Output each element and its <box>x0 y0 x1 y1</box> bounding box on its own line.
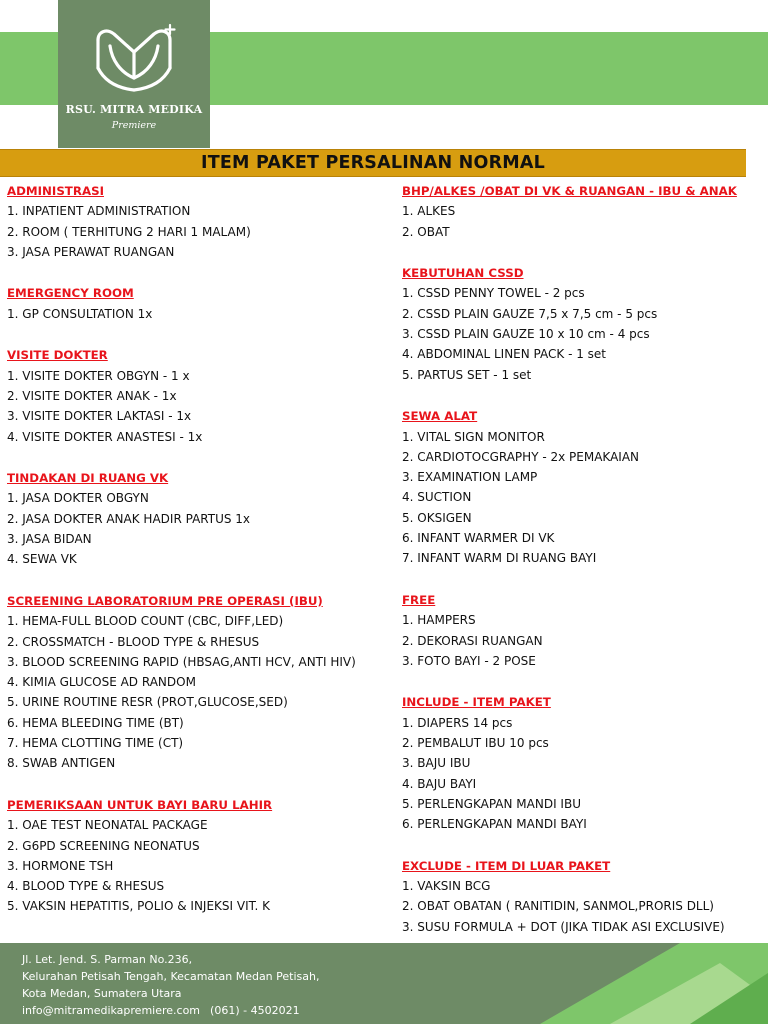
list-item: 3. JASA PERAWAT RUANGAN <box>7 244 175 259</box>
list-item: 3. CSSD PLAIN GAUZE 10 x 10 cm - 4 pcs <box>402 327 650 342</box>
list-item: 3. FOTO BAYI - 2 POSE <box>402 653 536 668</box>
section-heading: EMERGENCY ROOM <box>7 286 134 301</box>
list-item: 5. URINE ROUTINE RESR (PROT,GLUCOSE,SED) <box>7 695 288 710</box>
list-item: 3. VISITE DOKTER LAKTASI - 1x <box>7 409 192 424</box>
list-item: 7. HEMA CLOTTING TIME (CT) <box>7 736 184 751</box>
section-free <box>402 589 764 671</box>
list-item: 5. PARTUS SET - 1 set <box>402 367 532 382</box>
section-heading: EXCLUDE - ITEM DI LUAR PAKET <box>402 858 611 873</box>
footer-address <box>22 951 319 1019</box>
section-exclude <box>402 855 764 937</box>
list-item: 1. CSSD PENNY TOWEL - 2 pcs <box>402 286 585 301</box>
list-item: 2. DEKORASI RUANGAN <box>402 633 543 648</box>
address-line: Jl. Let. Jend. S. Parman No.236, <box>22 953 193 966</box>
section-heading: SEWA ALAT <box>402 409 478 424</box>
list-item: 6. INFANT WARMER DI VK <box>402 531 555 546</box>
section-screening-lab <box>7 590 392 774</box>
list-item: 1. VISITE DOKTER OBGYN - 1 x <box>7 368 190 383</box>
list-item: 2. ROOM ( TERHITUNG 2 HARI 1 MALAM) <box>7 224 251 239</box>
section-administrasi <box>7 180 392 262</box>
list-item: 2. CARDIOTOCGRAPHY - 2x PEMAKAIAN <box>402 449 639 464</box>
list-item: 4. BLOOD TYPE & RHESUS <box>7 879 165 894</box>
list-item: 2. CROSSMATCH - BLOOD TYPE & RHESUS <box>7 634 260 649</box>
list-item: 1. VAKSIN BCG <box>402 879 491 894</box>
list-item: 4. SEWA VK <box>7 552 77 567</box>
list-item: 6. HEMA BLEEDING TIME (BT) <box>7 715 184 730</box>
address-line: Kelurahan Petisah Tengah, Kecamatan Medan Petisah, <box>22 970 320 983</box>
list-item: 2. VISITE DOKTER ANAK - 1x <box>7 388 177 403</box>
contact-line <box>22 1002 319 1019</box>
left-column <box>7 180 392 937</box>
section-heading: KEBUTUHAN CSSD <box>402 266 524 281</box>
list-item: 1. DIAPERS 14 pcs <box>402 715 513 730</box>
section-emergency-room <box>7 282 392 324</box>
list-item: 1. HAMPERS <box>402 613 476 628</box>
list-item: 4. VISITE DOKTER ANASTESI - 1x <box>7 429 203 444</box>
section-bhp-alkes-obat <box>402 180 764 242</box>
list-item: 4. ABDOMINAL LINEN PACK - 1 set <box>402 347 607 362</box>
list-item: 3. HORMONE TSH <box>7 858 114 873</box>
phone-number: (061) - 4502021 <box>210 1004 300 1017</box>
page-title: ITEM PAKET PERSALINAN NORMAL <box>0 149 746 177</box>
list-item: 2. PEMBALUT IBU 10 pcs <box>402 736 549 751</box>
section-kebutuhan-cssd <box>402 262 764 385</box>
section-tindakan-vk <box>7 467 392 569</box>
section-heading: FREE <box>402 592 436 607</box>
brand-name: RSU. MITRA MEDIKA <box>65 103 203 116</box>
logo-block <box>58 0 210 148</box>
list-item: 5. PERLENGKAPAN MANDI IBU <box>402 796 581 811</box>
right-column <box>402 180 764 957</box>
list-item: 2. OBAT OBATAN ( RANITIDIN, SANMOL,PRORIS DLL) <box>402 899 714 914</box>
list-item: 2. CSSD PLAIN GAUZE 7,5 x 7,5 cm - 5 pcs <box>402 306 658 321</box>
list-item: 2. OBAT <box>402 224 450 239</box>
footer <box>0 943 768 1024</box>
list-item: 3. EXAMINATION LAMP <box>402 470 538 485</box>
list-item: 1. INPATIENT ADMINISTRATION <box>7 204 191 219</box>
section-heading: PEMERIKSAAN UNTUK BAYI BARU LAHIR <box>7 797 273 812</box>
section-heading: BHP/ALKES /OBAT DI VK & RUANGAN - IBU & ANAK <box>402 184 737 198</box>
section-heading: VISITE DOKTER <box>7 348 108 363</box>
list-item: 1. JASA DOKTER OBGYN <box>7 491 149 506</box>
list-item: 8. SWAB ANTIGEN <box>7 756 116 771</box>
list-item: 3. BAJU IBU <box>402 756 471 771</box>
list-item: 1. OAE TEST NEONATAL PACKAGE <box>7 818 208 833</box>
list-item: 6. PERLENGKAPAN MANDI BAYI <box>402 817 587 832</box>
list-item: 5. VAKSIN HEPATITIS, POLIO & INJEKSI VIT. K <box>7 899 271 914</box>
section-visite-dokter <box>7 344 392 446</box>
list-item: 3. JASA BIDAN <box>7 532 92 547</box>
section-sewa-alat <box>402 405 764 568</box>
list-item: 1. GP CONSULTATION 1x <box>7 306 153 321</box>
brand-subtitle: Premiere <box>111 120 157 131</box>
list-item: 1. ALKES <box>402 204 456 219</box>
email-link[interactable]: info@mitramedikapremiere.com <box>22 1004 201 1017</box>
list-item: 2. JASA DOKTER ANAK HADIR PARTUS 1x <box>7 511 251 526</box>
section-heading: ADMINISTRASI <box>7 184 104 198</box>
list-item: 7. INFANT WARM DI RUANG BAYI <box>402 551 597 566</box>
section-heading: TINDAKAN DI RUANG VK <box>7 471 169 486</box>
list-item: 2. G6PD SCREENING NEONATUS <box>7 838 200 853</box>
list-item: 3. SUSU FORMULA + DOT (JIKA TIDAK ASI EXCLUSIVE) <box>402 919 725 934</box>
list-item: 4. BAJU BAYI <box>402 776 477 791</box>
section-pemeriksaan-bayi <box>7 794 392 917</box>
list-item: 4. SUCTION <box>402 490 472 505</box>
list-item: 4. KIMIA GLUCOSE AD RANDOM <box>7 675 196 690</box>
section-heading: INCLUDE - ITEM PAKET <box>402 695 551 710</box>
section-heading: SCREENING LABORATORIUM PRE OPERASI (IBU) <box>7 593 323 608</box>
section-include <box>402 691 764 834</box>
list-item: 1. HEMA-FULL BLOOD COUNT (CBC, DIFF,LED) <box>7 614 284 629</box>
address-line: Kota Medan, Sumatera Utara <box>22 987 182 1000</box>
list-item: 1. VITAL SIGN MONITOR <box>402 429 545 444</box>
list-item: 5. OKSIGEN <box>402 510 472 525</box>
list-item: 3. BLOOD SCREENING RAPID (HBSAG,ANTI HCV, ANTI HIV) <box>7 654 356 669</box>
hospital-logo-icon <box>90 22 178 98</box>
